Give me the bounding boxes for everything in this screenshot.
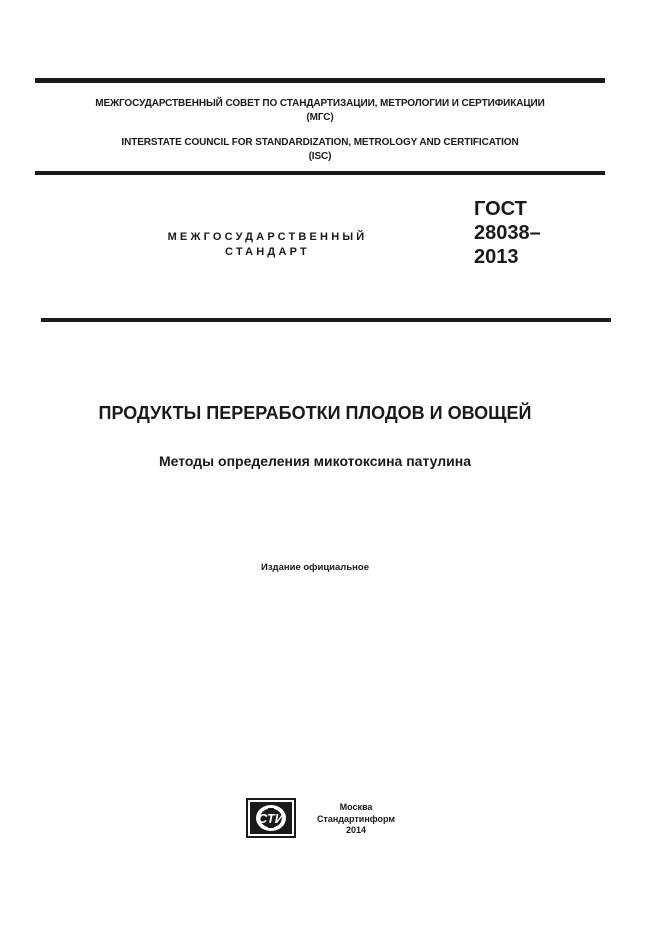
edition-note: Издание официальное bbox=[261, 562, 369, 573]
svg-text:СТИ: СТИ bbox=[257, 811, 285, 826]
gost-year: 2013 bbox=[474, 246, 519, 268]
standard-type-line1: МЕЖГОСУДАРСТВЕННЫЙ bbox=[167, 231, 368, 243]
designation-divider bbox=[41, 318, 611, 322]
council-abbr-en: (ISC) bbox=[308, 151, 332, 162]
document-subtitle: Методы определения микотоксина патулина bbox=[158, 453, 472, 469]
council-name-ru-text: МЕЖГОСУДАРСТВЕННЫЙ СОВЕТ ПО СТАНДАРТИЗАЦИИ, МЕТРОЛОГИИ И СЕРТИФИКАЦИИ bbox=[95, 98, 545, 109]
council-name-en bbox=[35, 136, 605, 164]
top-divider bbox=[35, 78, 605, 83]
imprint bbox=[306, 802, 406, 837]
standard-type-line2: СТАНДАРТ bbox=[225, 246, 310, 258]
header-divider bbox=[35, 171, 605, 175]
council-name-ru bbox=[35, 97, 605, 125]
standard-type bbox=[140, 230, 395, 260]
council-abbr-ru: (МГС) bbox=[306, 112, 334, 123]
imprint-year: 2014 bbox=[345, 825, 367, 835]
imprint-publisher: Стандартинформ bbox=[316, 813, 396, 824]
gost-label: ГОСТ bbox=[474, 198, 527, 220]
council-name-en-text: INTERSTATE COUNCIL FOR STANDARDIZATION, METROLOGY AND CERTIFICATION bbox=[121, 137, 519, 148]
standartinform-logo-icon bbox=[246, 798, 296, 838]
gost-number: 28038– bbox=[474, 222, 541, 244]
imprint-city: Москва bbox=[339, 802, 373, 812]
gost-designation bbox=[474, 197, 541, 269]
document-title: ПРОДУКТЫ ПЕРЕРАБОТКИ ПЛОДОВ И ОВОЩЕЙ bbox=[98, 403, 532, 423]
